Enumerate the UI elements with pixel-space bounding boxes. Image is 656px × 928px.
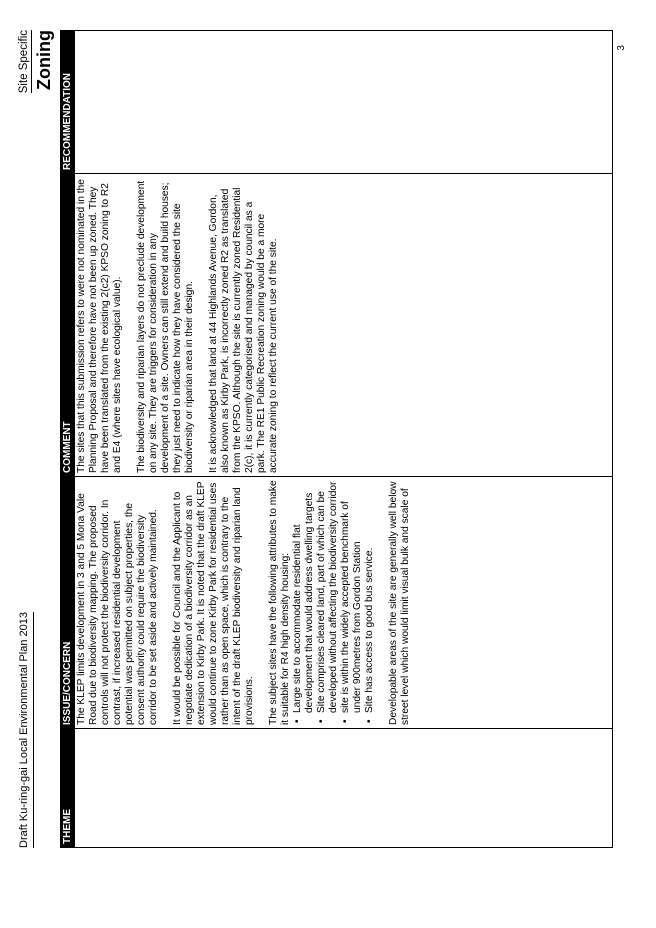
theme-cell	[75, 728, 612, 847]
issue-paragraph: The subject sites have the following attributes to make it suitable for R4 high density housing:	[268, 480, 291, 725]
comment-paragraph: The biodiversity and riparian layers do not preclude development on any site. They are triggers for consideration in any development of a site. Owners can still extend and build houses; they just need to indicate how they have considered the site biodiversity or riparian area in their design.	[136, 180, 195, 473]
header-issue: ISSUE/CONCERN	[61, 476, 75, 728]
document-title: Draft Ku-ring-gai Local Environmental Plan 2013	[18, 612, 34, 848]
header-comment: COMMENT	[61, 173, 75, 476]
issue-paragraph: Developable areas of the site are generally well below street level which would limit visual bulk and scale of	[388, 481, 411, 725]
submission-table	[60, 30, 613, 848]
list-item: • site is within the widely accepted benchmark of under 900metres from Gordon Station	[340, 480, 364, 725]
header-recommendation: RECOMMENDATION	[61, 31, 75, 173]
list-item: • Site has access to good bus service.	[364, 480, 376, 725]
attributes-list	[292, 480, 376, 725]
issue-cell	[75, 476, 612, 728]
section-title: Zoning	[34, 30, 54, 90]
section-label: Site Specific	[18, 30, 30, 94]
list-item: • Site comprises cleared land, part of which can be developed without affecting the biodiversity corridor	[316, 480, 340, 725]
issue-paragraph: The KLEP limits development in 3 and 5 Mona Vale Road due to biodiversity mapping. The proposed controls will not protect the biodiversity corridor. In contrast, if increased residential development potential was permitted on subject properties, the consent authority could require the biodiversity corridor to be set aside and actively maintained.	[76, 493, 159, 725]
comment-paragraph: The sites that this submission refers to were not nominated in the Planning Proposal and therefore have not been up zoned. They have been translated from the existing 2(c2) KPSO zoning to R2 and E4 (where sites have ecological value).	[76, 179, 123, 473]
recommendation-text	[75, 31, 77, 173]
comment-paragraph: It is acknowledged that land at 44 Highlands Avenue, Gordon, also known as Kirby Park, is incorrectly zoned R2 as translated from the KPSO. Although the site is currently zoned Residential 2(c), it is currently categorised and managed by council as a park. The RE1 Public Recreation zoning would be a more accurate zoning to reflect the current use of the site.	[208, 187, 279, 473]
header-theme: THEME	[61, 728, 75, 847]
theme-text	[75, 729, 77, 847]
page-number: 3	[616, 45, 627, 51]
recommendation-cell	[75, 31, 612, 173]
issue-paragraph: It would be possible for Council and the Applicant to negotiate dedication of a biodiversity corridor as an extension to Kirby Park. It is noted that the draft KLEP would continue to zone Kirby Park for residential uses rather than as open space, which is contrary to the intent of the draft KLEP biodiversity and riparian land provisions.	[172, 481, 255, 725]
list-item: • Large site to accommodate residential flat development that would address dwelling targets	[292, 480, 316, 725]
comment-cell	[75, 173, 612, 476]
